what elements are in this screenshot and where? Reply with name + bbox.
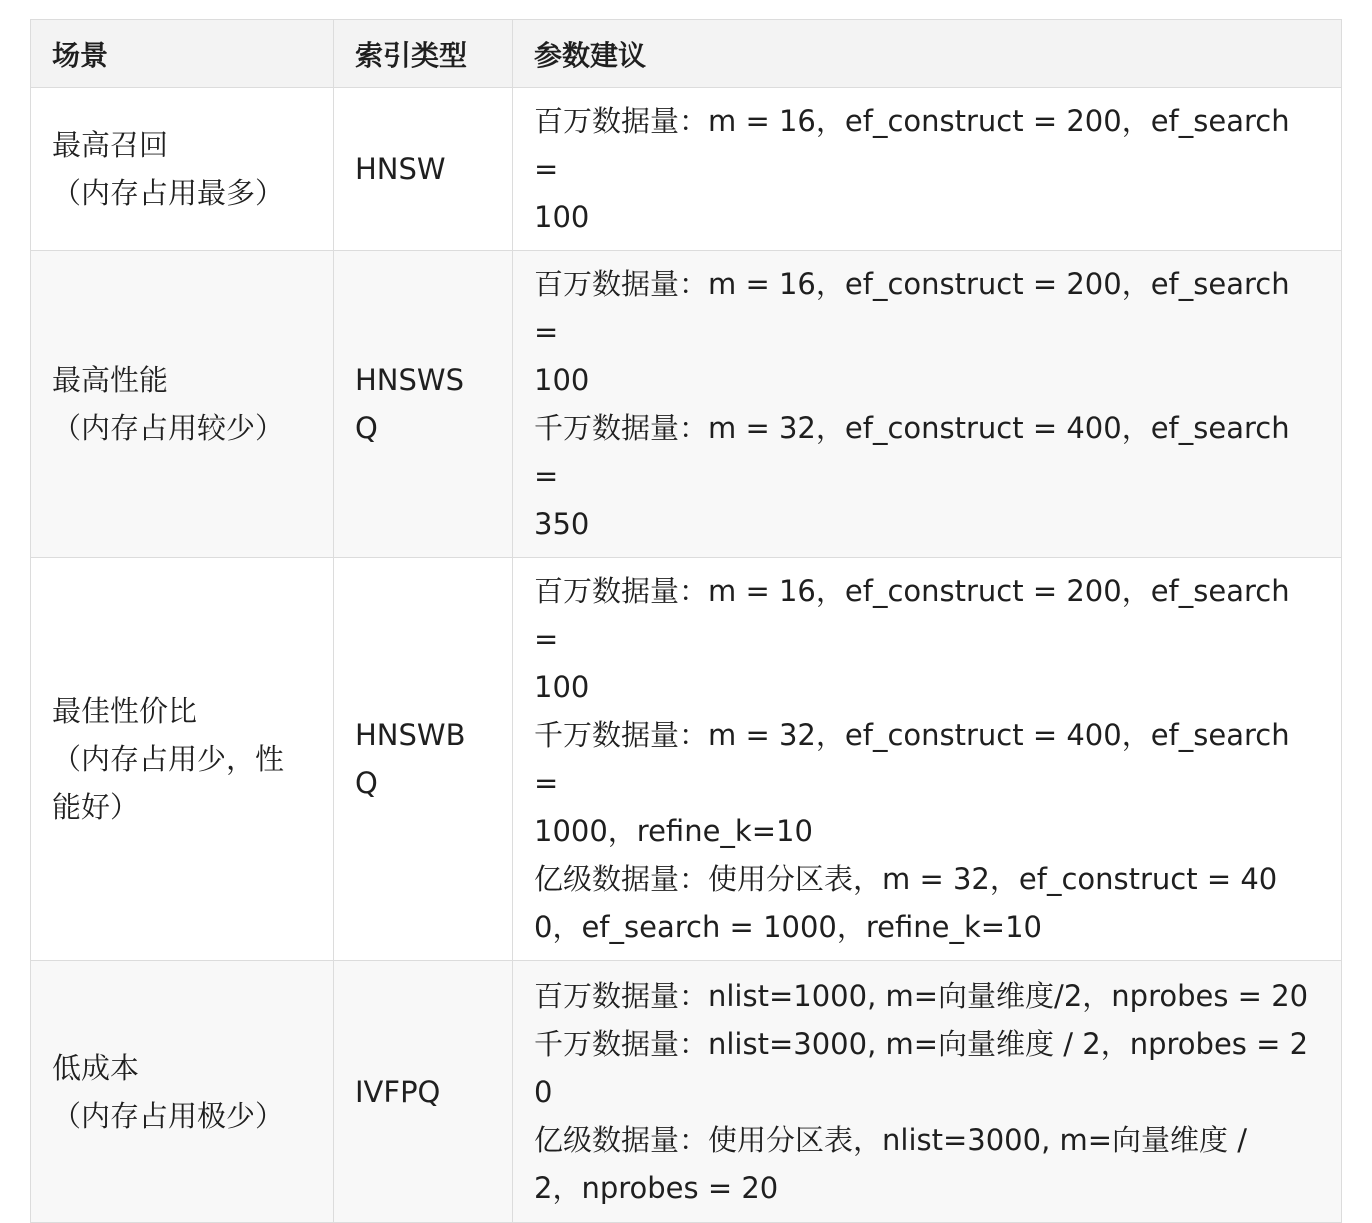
index-type-cell (334, 88, 513, 251)
table-row (31, 558, 1342, 961)
header-index-type: 索引类型 (334, 20, 513, 88)
param-line: 百万数据量：m = 16，ef_construct = 200，ef_search = (534, 267, 1290, 349)
params-cell (513, 961, 1342, 1223)
index-type-cell (334, 558, 513, 961)
scene-cell (31, 251, 334, 558)
scene-note: （内存占用极少） (52, 1098, 285, 1133)
table-header-row (31, 20, 1342, 88)
param-line: 0 (534, 1074, 553, 1109)
table-row (31, 961, 1342, 1223)
index-type-text: HNSWB (355, 718, 466, 752)
scene-note: （内存占用少，性 (52, 742, 285, 776)
param-line: 百万数据量：m = 16，ef_construct = 200，ef_search = (534, 574, 1290, 656)
param-line: 千万数据量：m = 32，ef_construct = 400，ef_search = (534, 411, 1290, 493)
index-type-cell (334, 961, 513, 1223)
param-line: 千万数据量：m = 32，ef_construct = 400，ef_search = (534, 718, 1290, 800)
scene-title: 最高召回 (52, 128, 169, 162)
params-cell (513, 88, 1342, 251)
index-type-cell (334, 251, 513, 558)
param-line: 100 (534, 670, 590, 704)
param-line: 0，ef_search = 1000，refine_k=10 (534, 910, 1042, 944)
index-parameter-table (30, 19, 1342, 1223)
header-scene: 场景 (31, 20, 334, 88)
param-line: 百万数据量：m = 16，ef_construct = 200，ef_search = (534, 104, 1290, 186)
index-type-text: HNSW (355, 152, 446, 186)
scene-cell (31, 961, 334, 1223)
scene-note: （内存占用较少） (52, 411, 285, 445)
scene-title: 低成本 (52, 1050, 140, 1085)
param-line: 亿级数据量：使用分区表，m = 32，ef_construct = 40 (534, 862, 1278, 896)
param-line: 亿级数据量：使用分区表，nlist=3000, m=向量维度 / (534, 1122, 1248, 1157)
param-line: 百万数据量：nlist=1000, m=向量维度/2，nprobes = 20 (534, 978, 1309, 1013)
scene-title: 最高性能 (52, 363, 169, 397)
scene-cell (31, 88, 334, 251)
params-cell (513, 558, 1342, 961)
param-line: 千万数据量：nlist=3000, m=向量维度 / 2，nprobes = 2 (534, 1026, 1309, 1061)
table-row (31, 251, 1342, 558)
index-type-text: Q (355, 766, 378, 800)
scene-note: （内存占用最多） (52, 176, 285, 210)
index-type-text: IVFPQ (355, 1074, 441, 1109)
param-line: 2，nprobes = 20 (534, 1170, 779, 1205)
table-row (31, 88, 1342, 251)
param-line: 1000，refine_k=10 (534, 814, 813, 848)
scene-cell (31, 558, 334, 961)
header-params: 参数建议 (513, 20, 1342, 88)
param-line: 100 (534, 363, 590, 397)
scene-note: 能好） (52, 790, 140, 824)
scene-title: 最佳性价比 (52, 694, 198, 728)
index-type-text: HNSWS (355, 363, 464, 397)
param-line: 100 (534, 200, 590, 234)
param-line: 350 (534, 507, 590, 541)
params-cell (513, 251, 1342, 558)
index-type-text: Q (355, 411, 378, 445)
